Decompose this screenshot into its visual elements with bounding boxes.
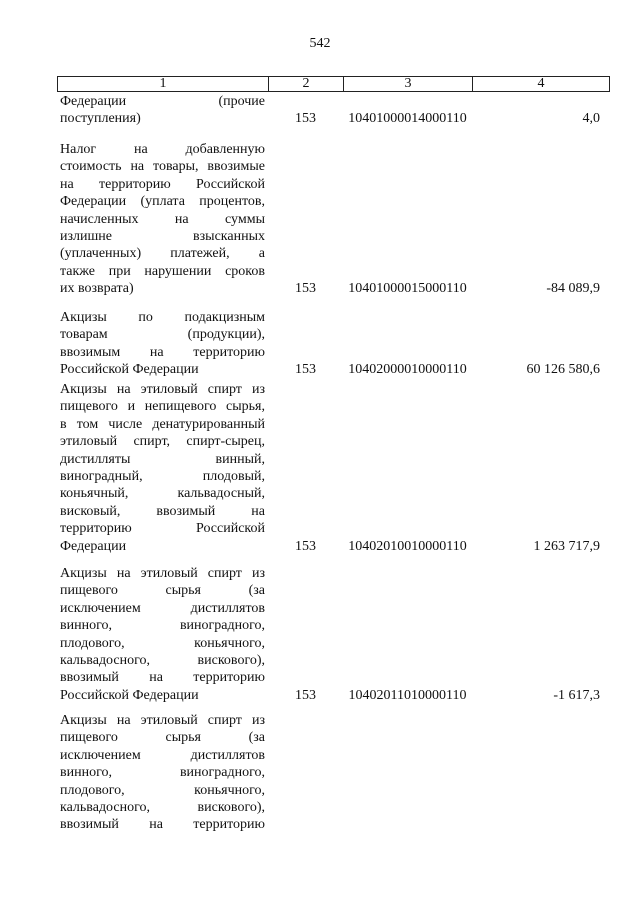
- row-code: 153: [295, 687, 316, 703]
- description-line: Акцизы на этиловый спирт из: [60, 713, 265, 728]
- description-line: пищевого сырья (за: [60, 583, 265, 599]
- description-line: Федерации (прочие: [60, 94, 265, 109]
- description-line: (уплаченных) платежей, а: [60, 246, 265, 262]
- row-code: 153: [295, 111, 316, 127]
- description-line: Федерации (уплата процентов,: [60, 194, 265, 210]
- row-kbk: 10402000010000110: [348, 362, 467, 378]
- row-amount: 60 126 580,6: [526, 362, 600, 378]
- description-line: Российской Федерации: [60, 362, 199, 378]
- row-description: [60, 712, 265, 834]
- description-line: пищевого сырья (за: [60, 730, 265, 746]
- description-line: Российской Федерации: [60, 687, 199, 703]
- description-line: ввозимый на территорию: [60, 670, 265, 686]
- header-col-4: 4: [537, 76, 545, 91]
- row-description: [60, 565, 265, 704]
- description-line: исключением дистиллятов: [60, 747, 265, 763]
- description-line: в том числе денатурированный: [60, 416, 265, 432]
- description-line: висковый, ввозимый на: [60, 503, 265, 519]
- description-line: Акцизы на этиловый спирт из: [60, 382, 265, 397]
- row-amount: -84 089,9: [546, 281, 600, 297]
- description-line: дистилляты винный,: [60, 451, 265, 467]
- description-line: на территорию Российской: [60, 176, 265, 192]
- row-kbk: 10401000014000110: [348, 111, 467, 127]
- row-code: 153: [295, 362, 316, 378]
- row-kbk: 10402011010000110: [348, 687, 467, 703]
- description-line: начисленных на суммы: [60, 211, 265, 227]
- description-line: поступления): [60, 111, 141, 127]
- description-line: Федерации: [60, 538, 127, 554]
- description-line: пищевого и непищевого сырья,: [60, 399, 265, 415]
- description-line: товарам (продукции),: [60, 327, 265, 343]
- row-code: 153: [295, 538, 316, 554]
- row-kbk: 10401000015000110: [348, 281, 467, 297]
- row-amount: 1 263 717,9: [533, 538, 600, 554]
- description-line: исключением дистиллятов: [60, 600, 265, 616]
- description-line: ввозимым на территорию: [60, 344, 265, 360]
- description-line: плодового, коньячного,: [60, 782, 265, 798]
- header-col-2: 2: [269, 77, 344, 91]
- description-line: Налог на добавленную: [60, 142, 265, 157]
- description-line: винного, виноградного,: [60, 618, 265, 634]
- row-description: [60, 381, 265, 555]
- row-amount: 4,0: [582, 111, 600, 127]
- description-line: Акцизы на этиловый спирт из: [60, 566, 265, 581]
- description-line: кальвадосного, вискового),: [60, 653, 265, 669]
- description-line: стоимость на товары, ввозимые: [60, 159, 265, 175]
- description-line: их возврата): [60, 281, 134, 297]
- table-header: [57, 76, 610, 92]
- description-line: кальвадосного, вискового),: [60, 800, 265, 816]
- description-line: коньячный, кальвадосный,: [60, 486, 265, 502]
- row-description: [60, 93, 265, 128]
- header-col-3: 3: [344, 77, 473, 91]
- row-amount: -1 617,3: [553, 687, 600, 703]
- description-line: также при нарушении сроков: [60, 263, 265, 279]
- page-number: 542: [309, 36, 331, 51]
- description-line: излишне взысканных: [60, 229, 265, 245]
- description-line: винного, виноградного,: [60, 765, 265, 781]
- description-line: виноградный, плодовый,: [60, 469, 265, 485]
- description-line: территорию Российской: [60, 521, 265, 537]
- row-code: 153: [295, 281, 316, 297]
- row-description: [60, 309, 265, 379]
- header-col-1: 1: [58, 77, 269, 91]
- description-line: ввозимый на территорию: [60, 817, 265, 833]
- description-line: этиловый спирт, спирт-сырец,: [60, 434, 265, 450]
- description-line: плодового, коньячного,: [60, 635, 265, 651]
- row-description: [60, 141, 265, 298]
- description-line: Акцизы по подакцизным: [60, 310, 265, 325]
- row-kbk: 10402010010000110: [348, 538, 467, 554]
